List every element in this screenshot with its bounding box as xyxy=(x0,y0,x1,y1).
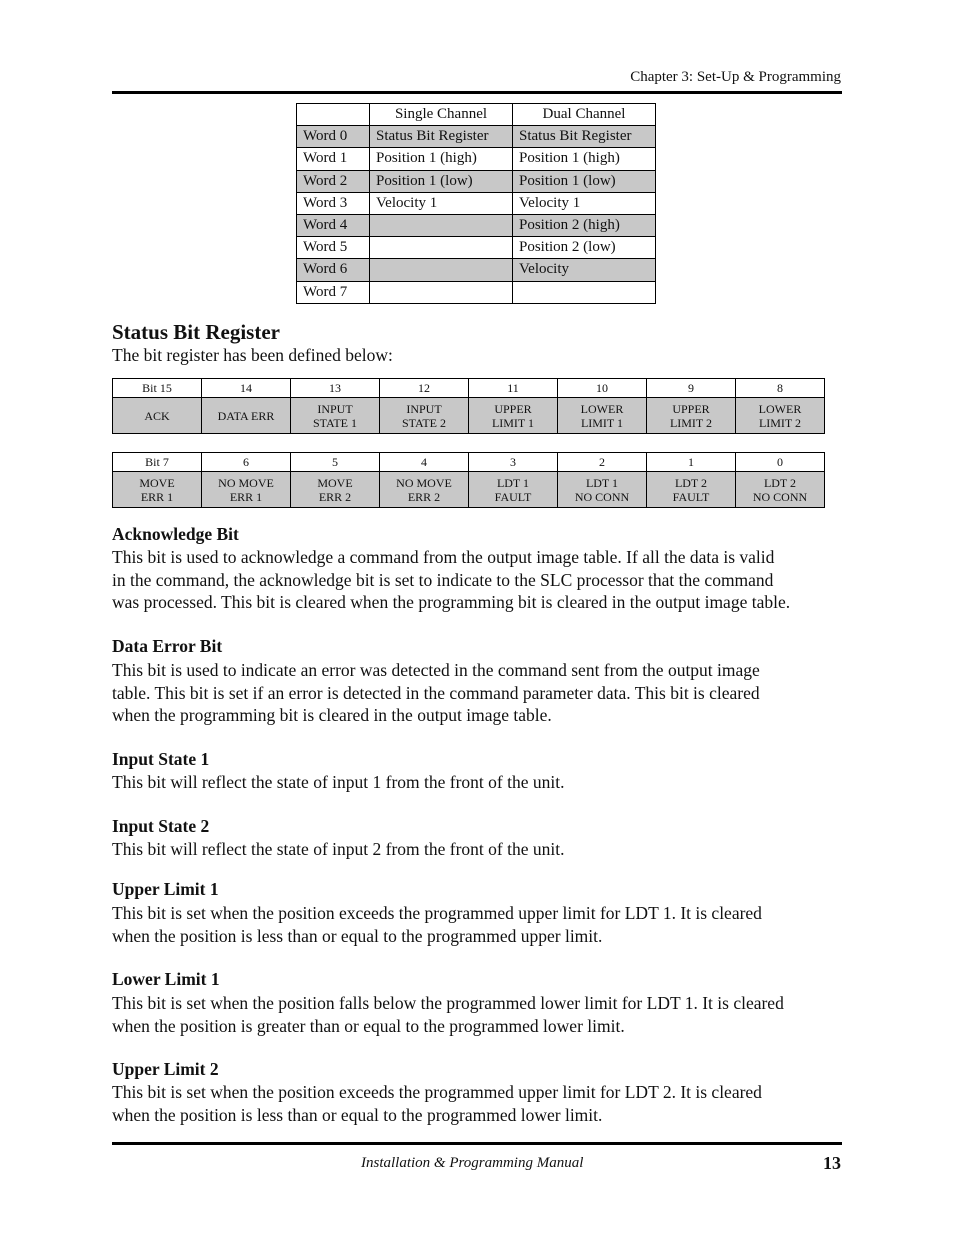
text-line: table. This bit is set if an error is detected in the command parameter data. This bit is cleared xyxy=(112,682,760,703)
single-channel-header: Single Channel xyxy=(370,104,513,126)
text-line: This bit is used to acknowledge a command from the output image table. If all the data is valid xyxy=(112,547,775,567)
bit-number: 2 xyxy=(558,453,647,472)
bit-name-line: LIMIT 1 xyxy=(580,415,624,430)
status-bit-register-heading: Status Bit Register xyxy=(112,320,280,344)
text-line: when the position is greater than or equal to the programmed lower limit. xyxy=(112,1015,625,1036)
bit-name-line: LDT 2 xyxy=(674,475,708,490)
bit-name-line: LIMIT 2 xyxy=(669,415,713,430)
table-row xyxy=(297,214,656,236)
bit-name xyxy=(380,472,469,508)
upper-limit-1-text xyxy=(112,902,847,947)
word-cell: Word 0 xyxy=(297,126,370,148)
bit-name-line: UPPER xyxy=(494,401,532,416)
bit-name-line: ERR 1 xyxy=(229,489,263,504)
text-line: in the command, the acknowledge bit is set to indicate to the SLC processor that the command xyxy=(112,569,774,590)
status-intro-text: The bit register has been defined below: xyxy=(112,345,393,365)
dual-cell: Velocity 1 xyxy=(513,192,656,214)
word-cell: Word 1 xyxy=(297,148,370,170)
dual-cell: Velocity xyxy=(513,259,656,281)
bit-number-row xyxy=(113,453,825,472)
bit-name xyxy=(736,472,825,508)
bit-number: 13 xyxy=(291,379,380,398)
input-state-2-text xyxy=(112,838,847,861)
bit-name xyxy=(291,398,380,434)
table-row xyxy=(297,281,656,303)
bit-name-line: STATE 2 xyxy=(401,415,447,430)
word-map-table xyxy=(296,103,656,304)
header-rule xyxy=(112,91,842,94)
bit-name-line: MOVE xyxy=(317,475,353,490)
bit-name-line: NO MOVE xyxy=(396,475,452,490)
bit-name xyxy=(202,472,291,508)
text-line: when the position is less than or equal to the programmed lower limit. xyxy=(112,1104,603,1125)
bit-table-high xyxy=(112,378,825,434)
bit-number: 4 xyxy=(380,453,469,472)
text-line: This bit is used to indicate an error was detected in the command sent from the output image xyxy=(112,660,760,680)
table-row xyxy=(297,148,656,170)
bit-number-row xyxy=(113,379,825,398)
lower-limit-1-heading: Lower Limit 1 xyxy=(112,969,220,989)
data-error-bit-text xyxy=(112,659,847,727)
bit-name-line: INPUT xyxy=(406,401,442,416)
bit-name xyxy=(647,398,736,434)
bit-number: 3 xyxy=(469,453,558,472)
dual-cell: Status Bit Register xyxy=(513,126,656,148)
bit-name-line: LIMIT 2 xyxy=(758,415,802,430)
bit-name-line: LIMIT 1 xyxy=(491,415,535,430)
page-number: 13 xyxy=(823,1153,841,1173)
text-line: when the programming bit is cleared in the output image table. xyxy=(112,705,552,725)
single-cell xyxy=(370,237,513,259)
bit-name-line: LDT 1 xyxy=(496,475,530,490)
word-cell: Word 5 xyxy=(297,237,370,259)
bit-number: 1 xyxy=(647,453,736,472)
bit-name xyxy=(469,398,558,434)
bit-name-line: FAULT xyxy=(494,489,532,504)
bit-name xyxy=(558,398,647,434)
table-row xyxy=(297,192,656,214)
bit-name-line: ERR 2 xyxy=(407,489,441,504)
bit-name xyxy=(380,398,469,434)
acknowledge-bit-text xyxy=(112,546,847,614)
bit-name-line: LOWER xyxy=(758,401,802,416)
text-line: This bit will reflect the state of input 1 from the front of the unit. xyxy=(112,772,565,792)
single-cell: Position 1 (high) xyxy=(370,148,513,170)
text-line: This bit is set when the position exceeds the programmed upper limit for LDT 1. It is cleared xyxy=(112,903,762,923)
bit-number: 10 xyxy=(558,379,647,398)
bit-table-low xyxy=(112,452,825,508)
lower-limit-1-text xyxy=(112,992,847,1037)
bit-name xyxy=(202,398,291,434)
bit-name-line: NO MOVE xyxy=(218,475,274,490)
bit-name-line: UPPER xyxy=(672,401,710,416)
chapter-header: Chapter 3: Set-Up & Programming xyxy=(630,69,841,85)
word-cell: Word 7 xyxy=(297,281,370,303)
bit-number: 5 xyxy=(291,453,380,472)
word-cell: Word 4 xyxy=(297,214,370,236)
bit-number: 14 xyxy=(202,379,291,398)
bit-name xyxy=(647,472,736,508)
bit-name-line: STATE 1 xyxy=(312,415,358,430)
single-cell: Status Bit Register xyxy=(370,126,513,148)
acknowledge-bit-heading: Acknowledge Bit xyxy=(112,524,239,544)
bit-number: 12 xyxy=(380,379,469,398)
single-cell xyxy=(370,281,513,303)
bit-name-line: LOWER xyxy=(580,401,624,416)
bit-name xyxy=(113,472,202,508)
data-error-bit-heading: Data Error Bit xyxy=(112,636,223,656)
text-line: This bit will reflect the state of input 2 from the front of the unit. xyxy=(112,839,565,859)
bit-number: Bit 15 xyxy=(113,379,202,398)
table-row xyxy=(297,170,656,192)
footer-rule xyxy=(112,1142,842,1145)
dual-cell: Position 1 (low) xyxy=(513,170,656,192)
bit-name-line: DATA ERR xyxy=(217,408,275,423)
bit-number: Bit 7 xyxy=(113,453,202,472)
bit-number: 11 xyxy=(469,379,558,398)
upper-limit-1-heading: Upper Limit 1 xyxy=(112,879,219,899)
word-cell: Word 2 xyxy=(297,170,370,192)
bit-name-line: INPUT xyxy=(317,401,353,416)
input-state-2-heading: Input State 2 xyxy=(112,816,210,836)
table-row xyxy=(297,126,656,148)
dual-cell: Position 1 (high) xyxy=(513,148,656,170)
bit-number: 9 xyxy=(647,379,736,398)
bit-name-row xyxy=(113,472,825,508)
bit-name xyxy=(736,398,825,434)
bit-name-line: ERR 1 xyxy=(140,489,174,504)
bit-name-line: LDT 2 xyxy=(763,475,797,490)
single-cell: Position 1 (low) xyxy=(370,170,513,192)
bit-name xyxy=(558,472,647,508)
single-cell: Velocity 1 xyxy=(370,192,513,214)
text-line: This bit is set when the position falls below the programmed lower limit for LDT 1. It is cleared xyxy=(112,993,784,1013)
bit-name-line: NO CONN xyxy=(752,489,808,504)
single-cell xyxy=(370,214,513,236)
bit-number: 0 xyxy=(736,453,825,472)
bit-number: 6 xyxy=(202,453,291,472)
upper-limit-2-heading: Upper Limit 2 xyxy=(112,1059,219,1079)
bit-name-line: FAULT xyxy=(672,489,710,504)
table-row xyxy=(297,237,656,259)
dual-channel-header: Dual Channel xyxy=(513,104,656,126)
bit-number: 8 xyxy=(736,379,825,398)
word-cell: Word 6 xyxy=(297,259,370,281)
bit-name-line: NO CONN xyxy=(574,489,630,504)
footer-manual-title: Installation & Programming Manual xyxy=(361,1155,584,1171)
bit-name-line: LDT 1 xyxy=(585,475,619,490)
input-state-1-heading: Input State 1 xyxy=(112,749,210,769)
single-cell xyxy=(370,259,513,281)
bit-name xyxy=(113,398,202,434)
text-line: This bit is set when the position exceeds the programmed upper limit for LDT 2. It is cleared xyxy=(112,1082,762,1102)
bit-name-line: MOVE xyxy=(139,475,175,490)
dual-cell: Position 2 (low) xyxy=(513,237,656,259)
bit-name-line: ERR 2 xyxy=(318,489,352,504)
text-line: was processed. This bit is cleared when the programming bit is cleared in the output image table. xyxy=(112,592,791,612)
bit-name-line: ACK xyxy=(144,408,170,423)
text-line: when the position is less than or equal to the programmed upper limit. xyxy=(112,925,603,946)
word-header-blank xyxy=(297,104,370,126)
bit-name-row xyxy=(113,398,825,434)
dual-cell xyxy=(513,281,656,303)
word-cell: Word 3 xyxy=(297,192,370,214)
upper-limit-2-text xyxy=(112,1081,847,1126)
input-state-1-text xyxy=(112,771,847,794)
word-table-header xyxy=(297,104,656,126)
bit-name xyxy=(291,472,380,508)
table-row xyxy=(297,259,656,281)
bit-name xyxy=(469,472,558,508)
dual-cell: Position 2 (high) xyxy=(513,214,656,236)
